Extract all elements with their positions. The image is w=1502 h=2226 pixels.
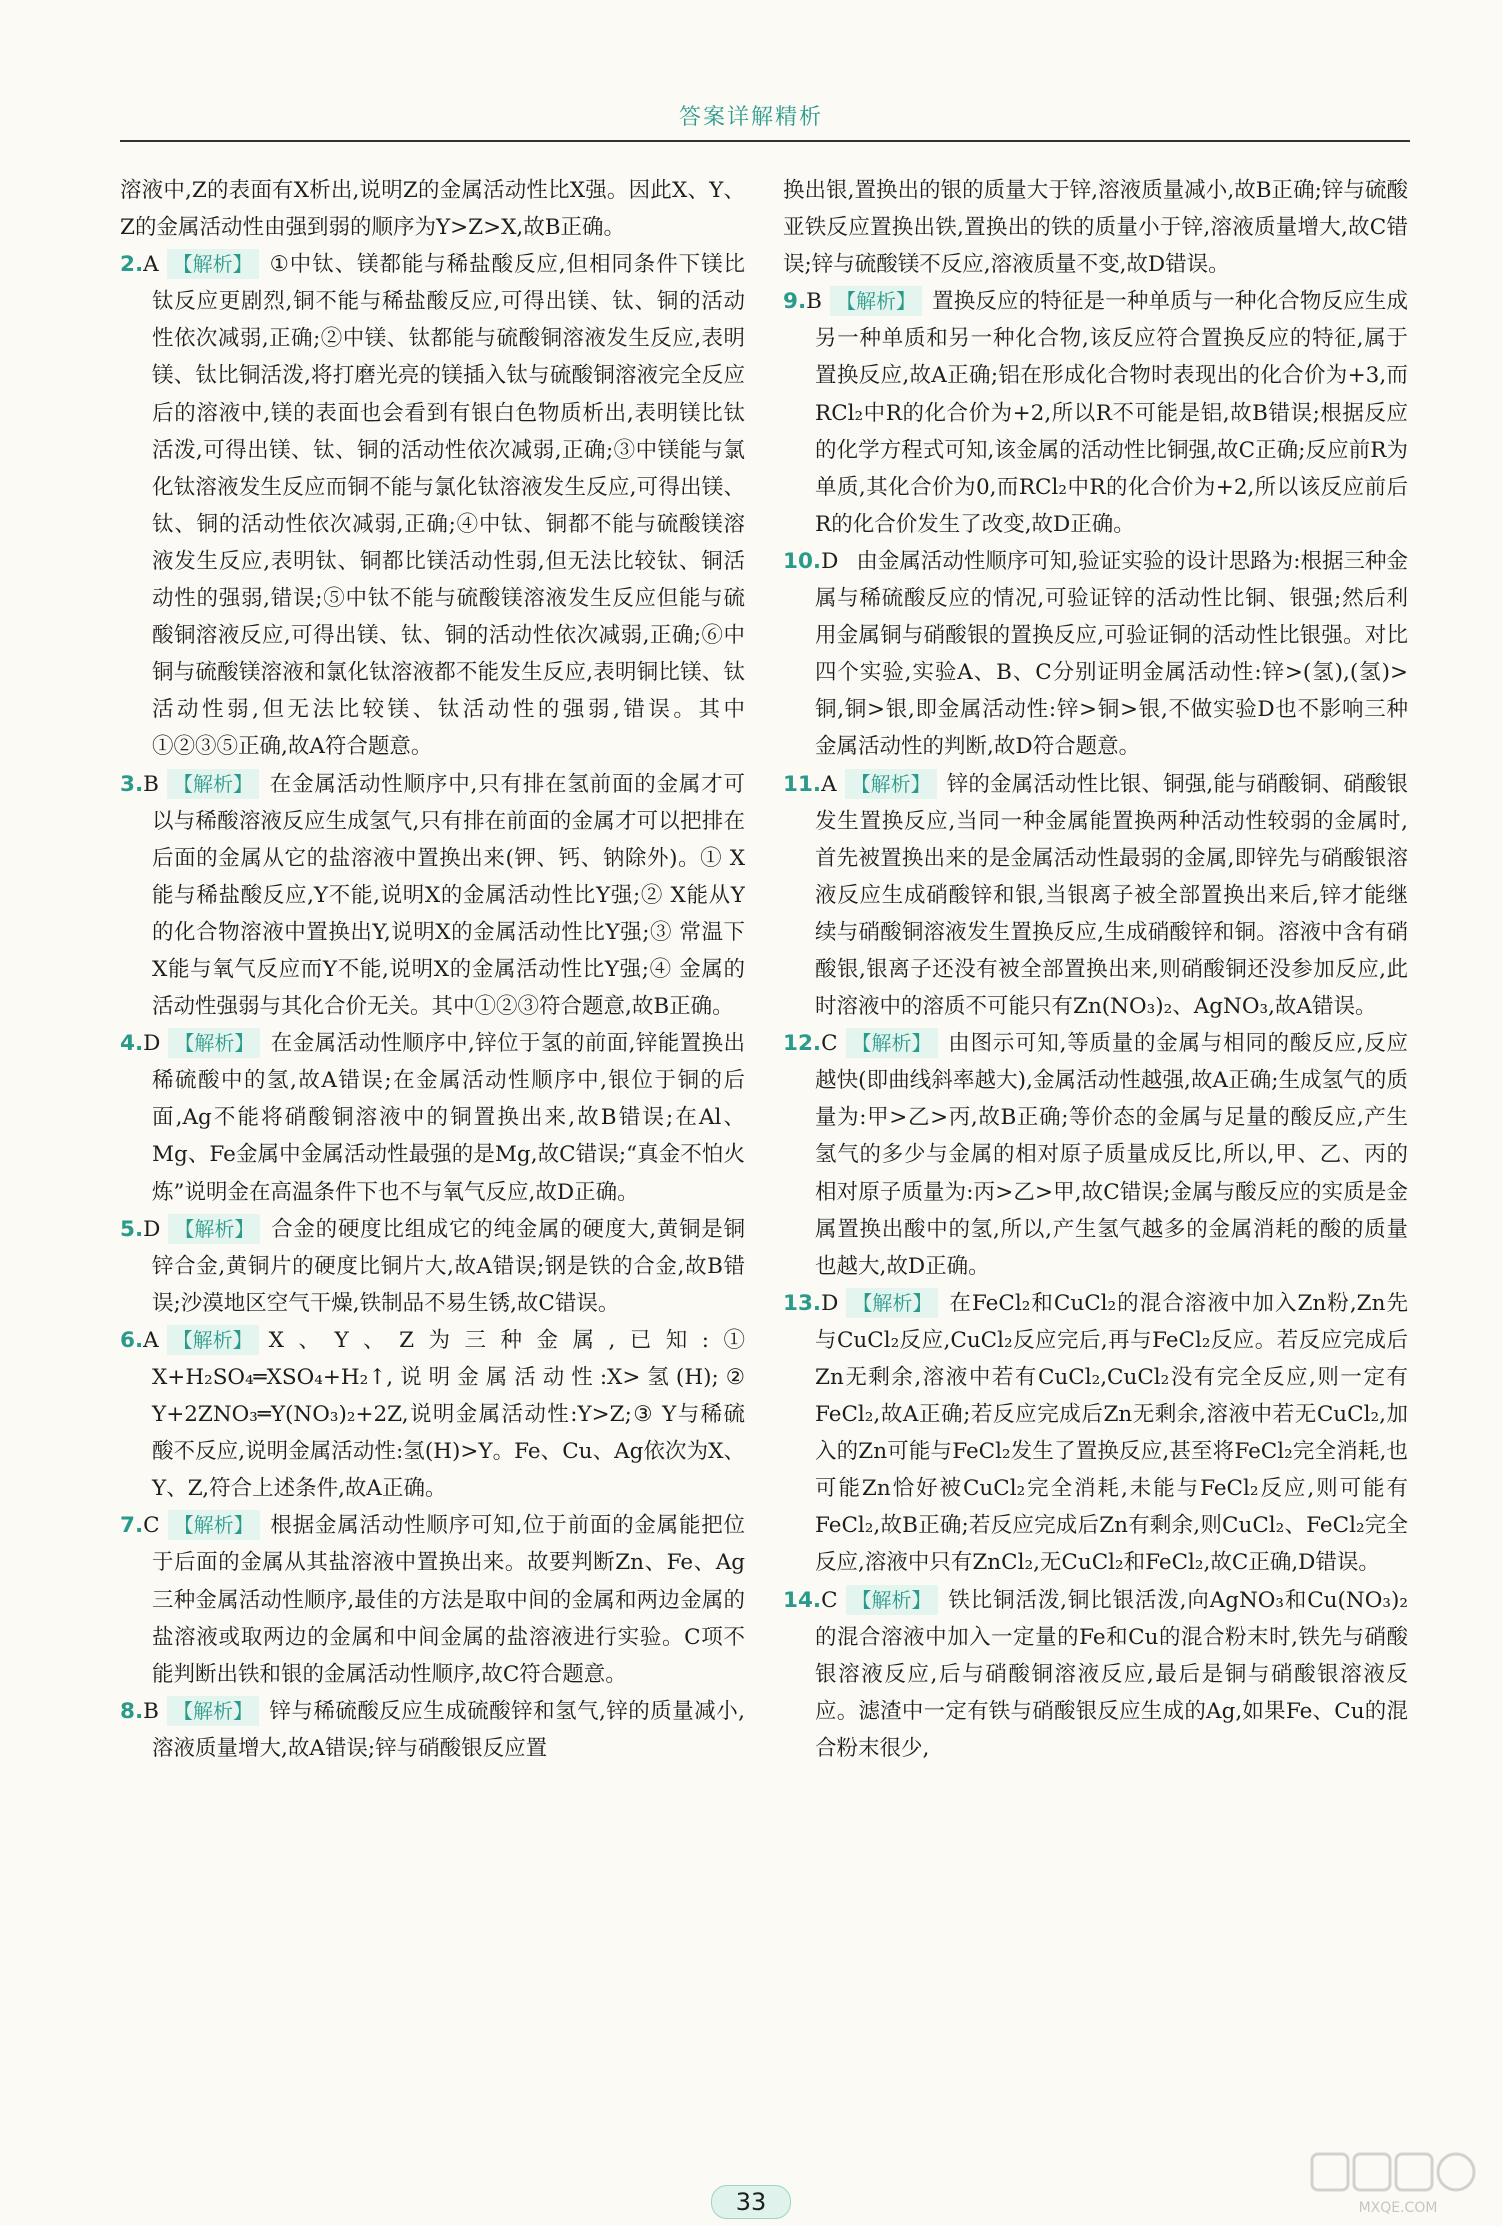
explanation-text: 在FeCl₂和CuCl₂的混合溶液中加入Zn粉,Zn先与CuCl₂反应,CuCl₂反应完后,再与FeCl₂反应。若反应完成后Zn无剩余,溶液中若有CuCl₂,CuCl₂没有完全反应,则一定有FeCl₂,故A正确;若反应完成后Zn无剩余,溶液中若无CuCl₂,加入的Zn可能与FeCl₂发生了置换反应,甚至将FeCl₂完全消耗,也可能Zn恰好被CuCl₂完全消耗,未能与FeCl₂反应,则可能有FeCl₂,故B正确;若反应完成后Zn有剩余,则CuCl₂、FeCl₂完全反应,溶液中只有ZnCl₂,无CuCl₂和FeCl₂,故C正确,D错误。 (815, 1290, 1408, 1576)
question-number: 5. (120, 1216, 144, 1242)
answer-entry (783, 766, 1408, 1026)
page-number-label: 33 (711, 2185, 792, 2219)
explanation-text: 溶液中,Z的表面有X析出,说明Z的金属活动性比X强。因此X、Y、Z的金属活动性由强到弱的顺序为Y>Z>X,故B正确。 (120, 178, 745, 241)
answer-letter: A (821, 771, 837, 797)
analysis-tag: 【解析】 (846, 1028, 938, 1058)
answer-entry (120, 1211, 745, 1322)
question-number: 2. (120, 252, 144, 278)
explanation-text: X、Y、Z为三种金属,已知:① X+H₂SO₄═XSO₄+H₂↑,说明金属活动性:X>氢(H);② Y+2ZNO₃═Y(NO₃)₂+2Z,说明金属活动性:Y>Z;③ Y与稀硫酸不反应,说明金属活动性:氢(H)>Y。Fe、Cu、Ag依次为X、Y、Z,符合上述条件,故A正确。 (152, 1327, 745, 1502)
watermark-logo-icon (1308, 2150, 1488, 2220)
analysis-tag: 【解析】 (168, 1510, 260, 1540)
analysis-tag: 【解析】 (845, 769, 937, 799)
answer-letter: B (806, 289, 822, 315)
page-number (0, 2185, 1502, 2219)
answer-letter: D (821, 548, 839, 574)
answer-letter: D (821, 1290, 839, 1316)
question-number: 11. (783, 771, 822, 797)
explanation-text: 由金属活动性顺序可知,验证实验的设计思路为:根据三种金属与稀硫酸反应的情况,可验证锌的活动性比铜、银强;然后利用金属铜与硝酸银的置换反应,可验证铜的活动性比银强。对比四个实验,实验A、B、C分别证明金属活动性:锌>(氢),(氢)>铜,铜>银,即金属活动性:锌>铜>银,不做实验D也不影响三种金属活动性的判断,故D符合题意。 (815, 548, 1408, 760)
answer-letter: C (143, 1513, 160, 1539)
answer-entry (783, 1582, 1408, 1767)
explanation-text: 置换反应的特征是一种单质与一种化合物反应生成另一种单质和另一种化合物,该反应符合置换反应的特征,属于置换反应,故A正确;铝在形成化合物时表现出的化合价为+3,而RCl₂中R的化合价为+2,所以R不可能是铝,故B错误;根据反应的化学方程式可知,该金属的活动性比铜强,故C正确;反应前R为单质,其化合价为0,而RCl₂中R的化合价为+2,所以该反应前后R的化合价发生了改变,故D正确。 (815, 289, 1408, 537)
question-number: 13. (783, 1290, 822, 1316)
right-column (783, 172, 1408, 2111)
question-number: 10. (783, 548, 822, 574)
analysis-tag: 【解析】 (846, 1288, 938, 1318)
answer-entry (120, 766, 745, 1026)
answer-entry (783, 1285, 1408, 1582)
answer-letter: A (143, 252, 159, 278)
question-number: 9. (783, 289, 807, 315)
answer-entry (783, 1025, 1408, 1285)
answer-entry (120, 1322, 745, 1507)
question-number: 3. (120, 771, 144, 797)
analysis-tag: 【解析】 (168, 1028, 260, 1058)
analysis-tag: 【解析】 (167, 769, 259, 799)
explanation-text: 铁比铜活泼,铜比银活泼,向AgNO₃和Cu(NO₃)₂的混合溶液中加入一定量的Fe和Cu的混合粉末时,铁先与硝酸银溶液反应,后与硝酸铜溶液反应,最后是铜与硝酸银溶液反应。滤渣中一定有铁与硝酸银反应生成的Ag,如果Fe、Cu的混合粉末很少, (815, 1587, 1408, 1761)
explanation-text: 根据金属活动性顺序可知,位于前面的金属能把位于后面的金属从其盐溶液中置换出来。故要判断Zn、Fe、Ag三种金属活动性顺序,最佳的方法是取中间的金属和两边金属的盐溶液或取两边的金属和中间金属的盐溶液进行实验。C项不能判断出铁和银的金属活动性顺序,故C符合题意。 (152, 1513, 745, 1687)
continued-paragraph (120, 172, 745, 246)
answer-letter: B (143, 771, 159, 797)
explanation-text: 锌的金属活动性比银、铜强,能与硝酸铜、硝酸银发生置换反应,当同一种金属能置换两种活动性较弱的金属时,首先被置换出来的是金属活动性最弱的金属,即锌先与硝酸银溶液反应生成硝酸锌和银,当银离子被全部置换出来后,锌才能继续与硝酸铜溶液发生置换反应,生成硝酸锌和铜。溶液中含有硝酸银,银离子还没有被全部置换出来,则硝酸铜还没参加反应,此时溶液中的溶质不可能只有Zn(NO₃)₂、AgNO₃,故A错误。 (815, 771, 1408, 1020)
answer-entry (120, 246, 745, 765)
answer-letter: D (143, 1031, 161, 1057)
left-column (120, 172, 745, 2111)
answer-letter: A (143, 1327, 159, 1353)
answer-entry (120, 1025, 745, 1210)
analysis-tag: 【解析】 (168, 1214, 260, 1244)
analysis-tag: 【解析】 (830, 286, 922, 316)
answer-entry (120, 1507, 745, 1692)
answer-letter: C (821, 1031, 838, 1057)
explanation-text: ①中钛、镁都能与稀盐酸反应,但相同条件下镁比钛反应更剧烈,铜不能与稀盐酸反应,可得出镁、钛、铜的活动性依次减弱,正确;②中镁、钛都能与硫酸铜溶液发生反应,表明镁、钛比铜活泼,将打磨光亮的镁插入钛与硫酸铜溶液完全反应后的溶液中,镁的表面也会看到有银白色物质析出,表明镁比钛活泼,可得出镁、钛、铜的活动性依次减弱,正确;③中镁能与氯化钛溶液发生反应而铜不能与氯化钛溶液发生反应,可得出镁、钛、铜的活动性依次减弱,正确;④中钛、铜都不能与硫酸镁溶液发生反应,表明钛、铜都比镁活动性弱,但无法比较钛、铜活动性的强弱,错误;⑤中钛不能与硫酸镁溶液发生反应但能与硫酸铜溶液反应,可得出镁、钛、铜的活动性依次减弱,正确;⑥中铜与硫酸镁溶液和氯化钛溶液都不能发生反应,表明铜比镁、钛活动性弱,但无法比较镁、钛活动性的强弱,错误。其中①②③⑤正确,故A符合题意。 (152, 252, 745, 760)
answer-entry (783, 283, 1408, 543)
explanation-text: 在金属活动性顺序中,只有排在氢前面的金属才可以与稀酸溶液反应生成氢气,只有排在前面的金属才可以把排在后面的金属从它的盐溶液中置换出来(钾、钙、钠除外)。① X能与稀盐酸反应,Y不能,说明X的金属活动性比Y强;② X能从Y的化合物溶液中置换出Y,说明X的金属活动性比Y强;③ 常温下X能与氧气反应而Y不能,说明X的金属活动性比Y强;④ 金属的活动性强弱与其化合价无关。其中①②③符合题意,故B正确。 (152, 771, 745, 1020)
question-number: 12. (783, 1031, 822, 1057)
answer-letter: C (821, 1587, 838, 1613)
watermark-text: MXQE.COM (1358, 2200, 1438, 2216)
question-number: 8. (120, 1698, 144, 1724)
answer-letter: D (143, 1216, 161, 1242)
analysis-tag: 【解析】 (167, 1325, 259, 1355)
answer-entry (120, 1693, 745, 1767)
question-number: 6. (120, 1327, 144, 1353)
explanation-text: 合金的硬度比组成它的纯金属的硬度大,黄铜是铜锌合金,黄铜片的硬度比铜片大,故A错误;钢是铁的合金,故B错误;沙漠地区空气干燥,铁制品不易生锈,故C错误。 (152, 1216, 745, 1316)
header-divider (120, 140, 1410, 142)
question-number: 14. (783, 1587, 822, 1613)
explanation-text: 在金属活动性顺序中,锌位于氢的前面,锌能置换出稀硫酸中的氢,故A错误;在金属活动性顺序中,银位于铜的后面,Ag不能将硝酸铜溶液中的铜置换出来,故B错误;在Al、Mg、Fe金属中金属活动性最强的是Mg,故C错误;“真金不怕火炼”说明金在高温条件下也不与氧气反应,故D正确。 (152, 1031, 745, 1205)
analysis-tag: 【解析】 (846, 1585, 938, 1615)
explanation-text: 换出银,置换出的银的质量大于锌,溶液质量减小,故B正确;锌与硫酸亚铁反应置换出铁,置换出的铁的质量小于锌,溶液质量增大,故C错误;锌与硫酸镁不反应,溶液质量不变,故D错误。 (783, 178, 1408, 278)
question-number: 4. (120, 1031, 144, 1057)
answer-entry (783, 543, 1408, 766)
analysis-tag: 【解析】 (167, 249, 259, 279)
continued-paragraph (783, 172, 1408, 283)
explanation-text: 由图示可知,等质量的金属与相同的酸反应,反应越快(即曲线斜率越大),金属活动性越强,故A正确;生成氢气的质量为:甲>乙>丙,故B正确;等价态的金属与足量的酸反应,产生氢气的多少与金属的相对原子质量成反比,所以,甲、乙、丙的相对原子质量为:丙>乙>甲,故C错误;金属与酸反应的实质是金属置换出酸中的氢,所以,产生氢气越多的金属消耗的酸的质量也越大,故D正确。 (815, 1031, 1408, 1279)
analysis-tag: 【解析】 (167, 1696, 259, 1726)
answer-letter: B (143, 1698, 159, 1724)
explanation-text: 锌与稀硫酸反应生成硫酸锌和氢气,锌的质量减小,溶液质量增大,故A错误;锌与硝酸银反应置 (152, 1698, 745, 1761)
page-header-title: 答案详解精析 (678, 105, 823, 130)
question-number: 7. (120, 1513, 144, 1539)
